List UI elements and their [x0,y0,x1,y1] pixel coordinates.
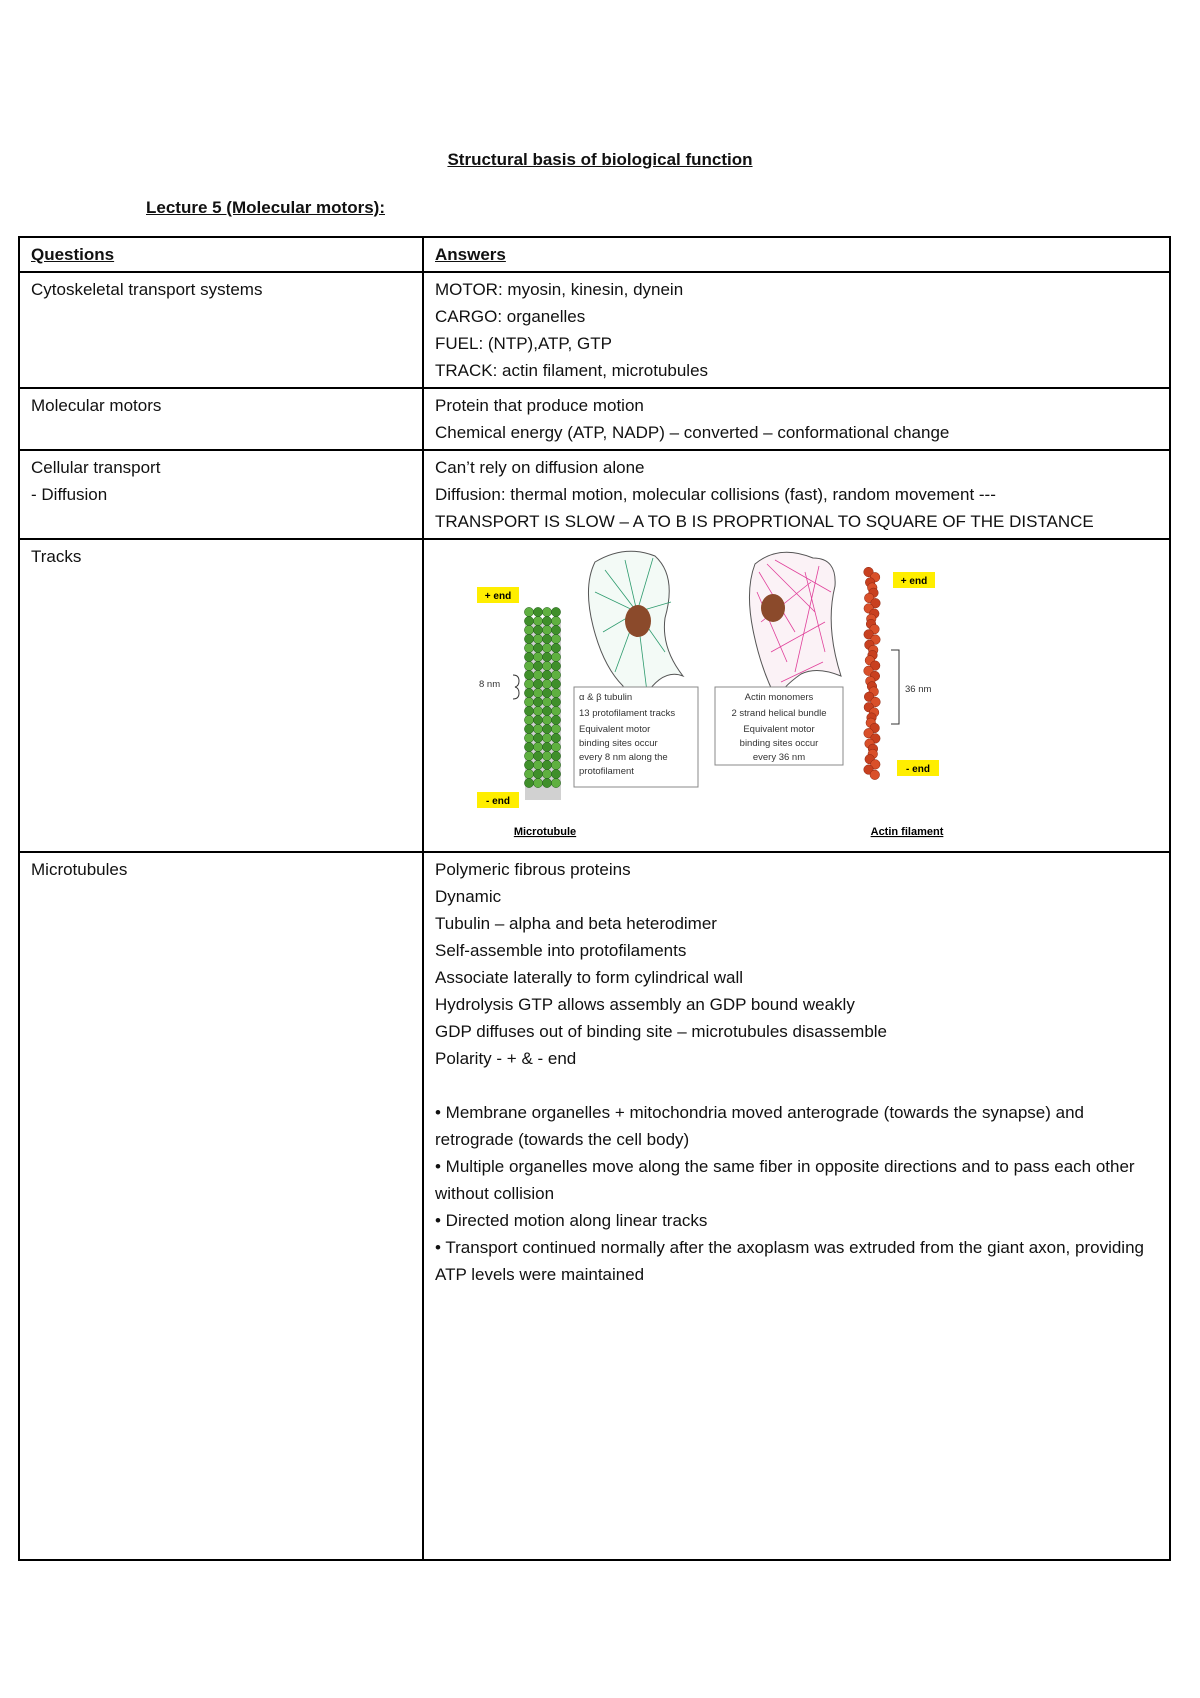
tubulin-subunit [551,760,560,769]
tubulin-subunit [524,652,533,661]
tubulin-subunit [542,679,551,688]
tubulin-subunit [533,661,542,670]
answer-line: Can’t rely on diffusion alone [435,458,645,477]
table-row [19,388,1170,450]
answer-line: Polarity - + & - end [435,1049,577,1068]
tubulin-subunit [533,715,542,724]
table-row [19,450,1170,539]
tubulin-subunit [533,670,542,679]
answer-line: Protein that produce motion [435,396,644,415]
answer-cell [423,450,1170,539]
table-row [19,539,1170,852]
tubulin-subunit [524,733,533,742]
tubulin-subunit [551,661,560,670]
actin-nucleus [761,594,785,622]
tubulin-subunit [551,652,560,661]
tubulin-subunit [533,679,542,688]
tubulin-subunit [533,742,542,751]
tubulin-subunit [551,670,560,679]
mt-box-line: α & β tubulin [579,692,633,703]
mt-box-line: Equivalent motor [579,724,651,735]
tubulin-subunit [533,778,542,787]
tubulin-subunit [551,715,560,724]
question-cell: Cytoskeletal transport systems [19,272,423,388]
table-header-row [19,237,1170,272]
tubulin-subunit [524,634,533,643]
tubulin-subunit [524,670,533,679]
tubulin-subunit [524,643,533,652]
mt-dimension-label: 8 nm [479,679,501,690]
tubulin-subunit [533,607,542,616]
tubulin-subunit [524,778,533,787]
tubulin-subunit [533,724,542,733]
mt-box-line: every 8 nm along the [579,752,668,763]
tubulin-subunit [524,706,533,715]
tubulin-subunit [551,643,560,652]
actin-box-line: 2 strand helical bundle [731,708,827,719]
tubulin-subunit [533,652,542,661]
tubulin-subunit [542,625,551,634]
tubulin-subunit [524,607,533,616]
microtubule-caption: Microtubule [513,826,577,838]
tubulin-subunit [524,715,533,724]
tubulin-subunit [533,733,542,742]
actin-box-line: binding sites occur [739,738,819,749]
tubulin-subunit [542,751,551,760]
answer-line: Chemical energy (ATP, NADP) – converted – conformational change [435,423,950,442]
tubulin-subunit [542,652,551,661]
actin-box-line: every 36 nm [752,752,806,763]
actin-minus-end-label: - end [906,764,930,775]
tubulin-subunit [542,643,551,652]
tubulin-subunit [533,688,542,697]
tubulin-subunit [542,688,551,697]
tubulin-subunit [533,769,542,778]
answer-cell [423,388,1170,450]
tubulin-subunit [551,742,560,751]
tubulin-subunit [524,742,533,751]
question-cell [19,450,423,539]
tubulin-subunit [551,778,560,787]
actin-monomer [870,770,880,780]
tubulin-subunit [542,616,551,625]
tubulin-subunit [551,751,560,760]
tubulin-subunit [524,679,533,688]
answer-line: CARGO: organelles [435,307,586,326]
actin-box-line: Actin monomers [744,692,814,703]
tubulin-subunit [542,697,551,706]
actin-box-line: Equivalent motor [743,724,815,735]
tubulin-subunit [551,724,560,733]
tubulin-subunit [533,616,542,625]
tubulin-subunit [551,706,560,715]
tubulin-subunit [524,751,533,760]
tracks-figure-cell [423,539,1170,852]
tubulin-subunit [524,769,533,778]
tubulin-subunit [542,760,551,769]
tubulin-subunit [533,760,542,769]
answer-line: Dynamic [435,887,502,906]
bullet-item: • Membrane organelles + mitochondria moved anterograde (towards the synapse) and retrograde (towards the cell body) [435,1103,1085,1149]
actin-caption: Actin filament [870,826,944,838]
answer-cell [423,272,1170,388]
table-row [19,272,1170,388]
bullet-item: • Multiple organelles move along the same fiber in opposite directions and to pass each other without collision [435,1157,1135,1203]
tubulin-subunit [542,670,551,679]
answer-cell [423,852,1170,1560]
tubulin-subunit [551,769,560,778]
bullet-item: • Transport continued normally after the axoplasm was extruded from the giant axon, providing ATP levels were maintained [435,1238,1144,1284]
tracks-figure [475,542,983,844]
tubulin-subunit [542,607,551,616]
tubulin-subunit [542,661,551,670]
tubulin-subunit [524,616,533,625]
tubulin-subunit [542,769,551,778]
question-cell: Tracks [19,539,423,852]
answer-line: Polymeric fibrous proteins [435,860,631,879]
tubulin-subunit [551,697,560,706]
tubulin-subunit [524,688,533,697]
tubulin-subunit [551,733,560,742]
answer-line: FUEL: (NTP),ATP, GTP [435,334,612,353]
mt-box-line: protofilament [579,766,634,777]
tubulin-subunit [551,688,560,697]
tubulin-subunit [524,625,533,634]
answer-line: Tubulin – alpha and beta heterodimer [435,914,717,933]
tracks-figure-svg [475,542,983,844]
tubulin-subunit [524,697,533,706]
tubulin-subunit [551,634,560,643]
question-cell: Microtubules [19,852,423,1560]
tubulin-subunit [542,634,551,643]
tubulin-subunit [542,778,551,787]
tubulin-subunit [533,697,542,706]
tubulin-subunit [551,679,560,688]
qa-table [18,236,1171,1561]
answer-line: MOTOR: myosin, kinesin, dynein [435,280,684,299]
answer-line: TRACK: actin filament, microtubules [435,361,709,380]
tubulin-subunit [551,616,560,625]
tubulin-subunit [524,760,533,769]
questions-header: Questions [19,237,423,272]
tubulin-subunit [533,643,542,652]
tubulin-subunit [524,661,533,670]
tubulin-subunit [524,724,533,733]
tubulin-subunit [542,733,551,742]
answer-line: Diffusion: thermal motion, molecular collisions (fast), random movement --- [435,485,996,504]
tubulin-subunit [551,607,560,616]
tubulin-subunit [533,634,542,643]
minus-end-label: - end [486,796,510,807]
tubulin-subunit [533,706,542,715]
lecture-heading: Lecture 5 (Molecular motors): [146,198,385,217]
question-cell: Molecular motors [19,388,423,450]
tubulin-subunit [542,706,551,715]
tubulin-subunit [533,751,542,760]
actin-plus-end-label: + end [900,576,928,587]
answers-header: Answers [423,237,1170,272]
answer-line: Associate laterally to form cylindrical wall [435,968,743,987]
table-row [19,852,1170,1560]
tubulin-subunit [542,724,551,733]
mt-box-line: 13 protofilament tracks [579,708,676,719]
document-title: Structural basis of biological function [447,150,753,169]
answer-line: Self-assemble into protofilaments [435,941,687,960]
tubulin-subunit [542,742,551,751]
mt-box-line: binding sites occur [579,738,658,749]
question-text: Cellular transport [31,458,161,477]
question-subtext: - Diffusion [31,485,108,504]
mt-nucleus [625,605,651,637]
actin-dimension-label: 36 nm [905,684,932,695]
tubulin-subunit [542,715,551,724]
tubulin-subunit [533,625,542,634]
answer-line: GDP diffuses out of binding site – microtubules disassemble [435,1022,888,1041]
plus-end-label: + end [484,591,512,602]
answer-line: TRANSPORT IS SLOW – A TO B IS PROPRTIONAL TO SQUARE OF THE DISTANCE [435,512,1094,531]
answer-line: Hydrolysis GTP allows assembly an GDP bound weakly [435,995,855,1014]
tubulin-subunit [551,625,560,634]
bullet-item: • Directed motion along linear tracks [435,1211,708,1230]
